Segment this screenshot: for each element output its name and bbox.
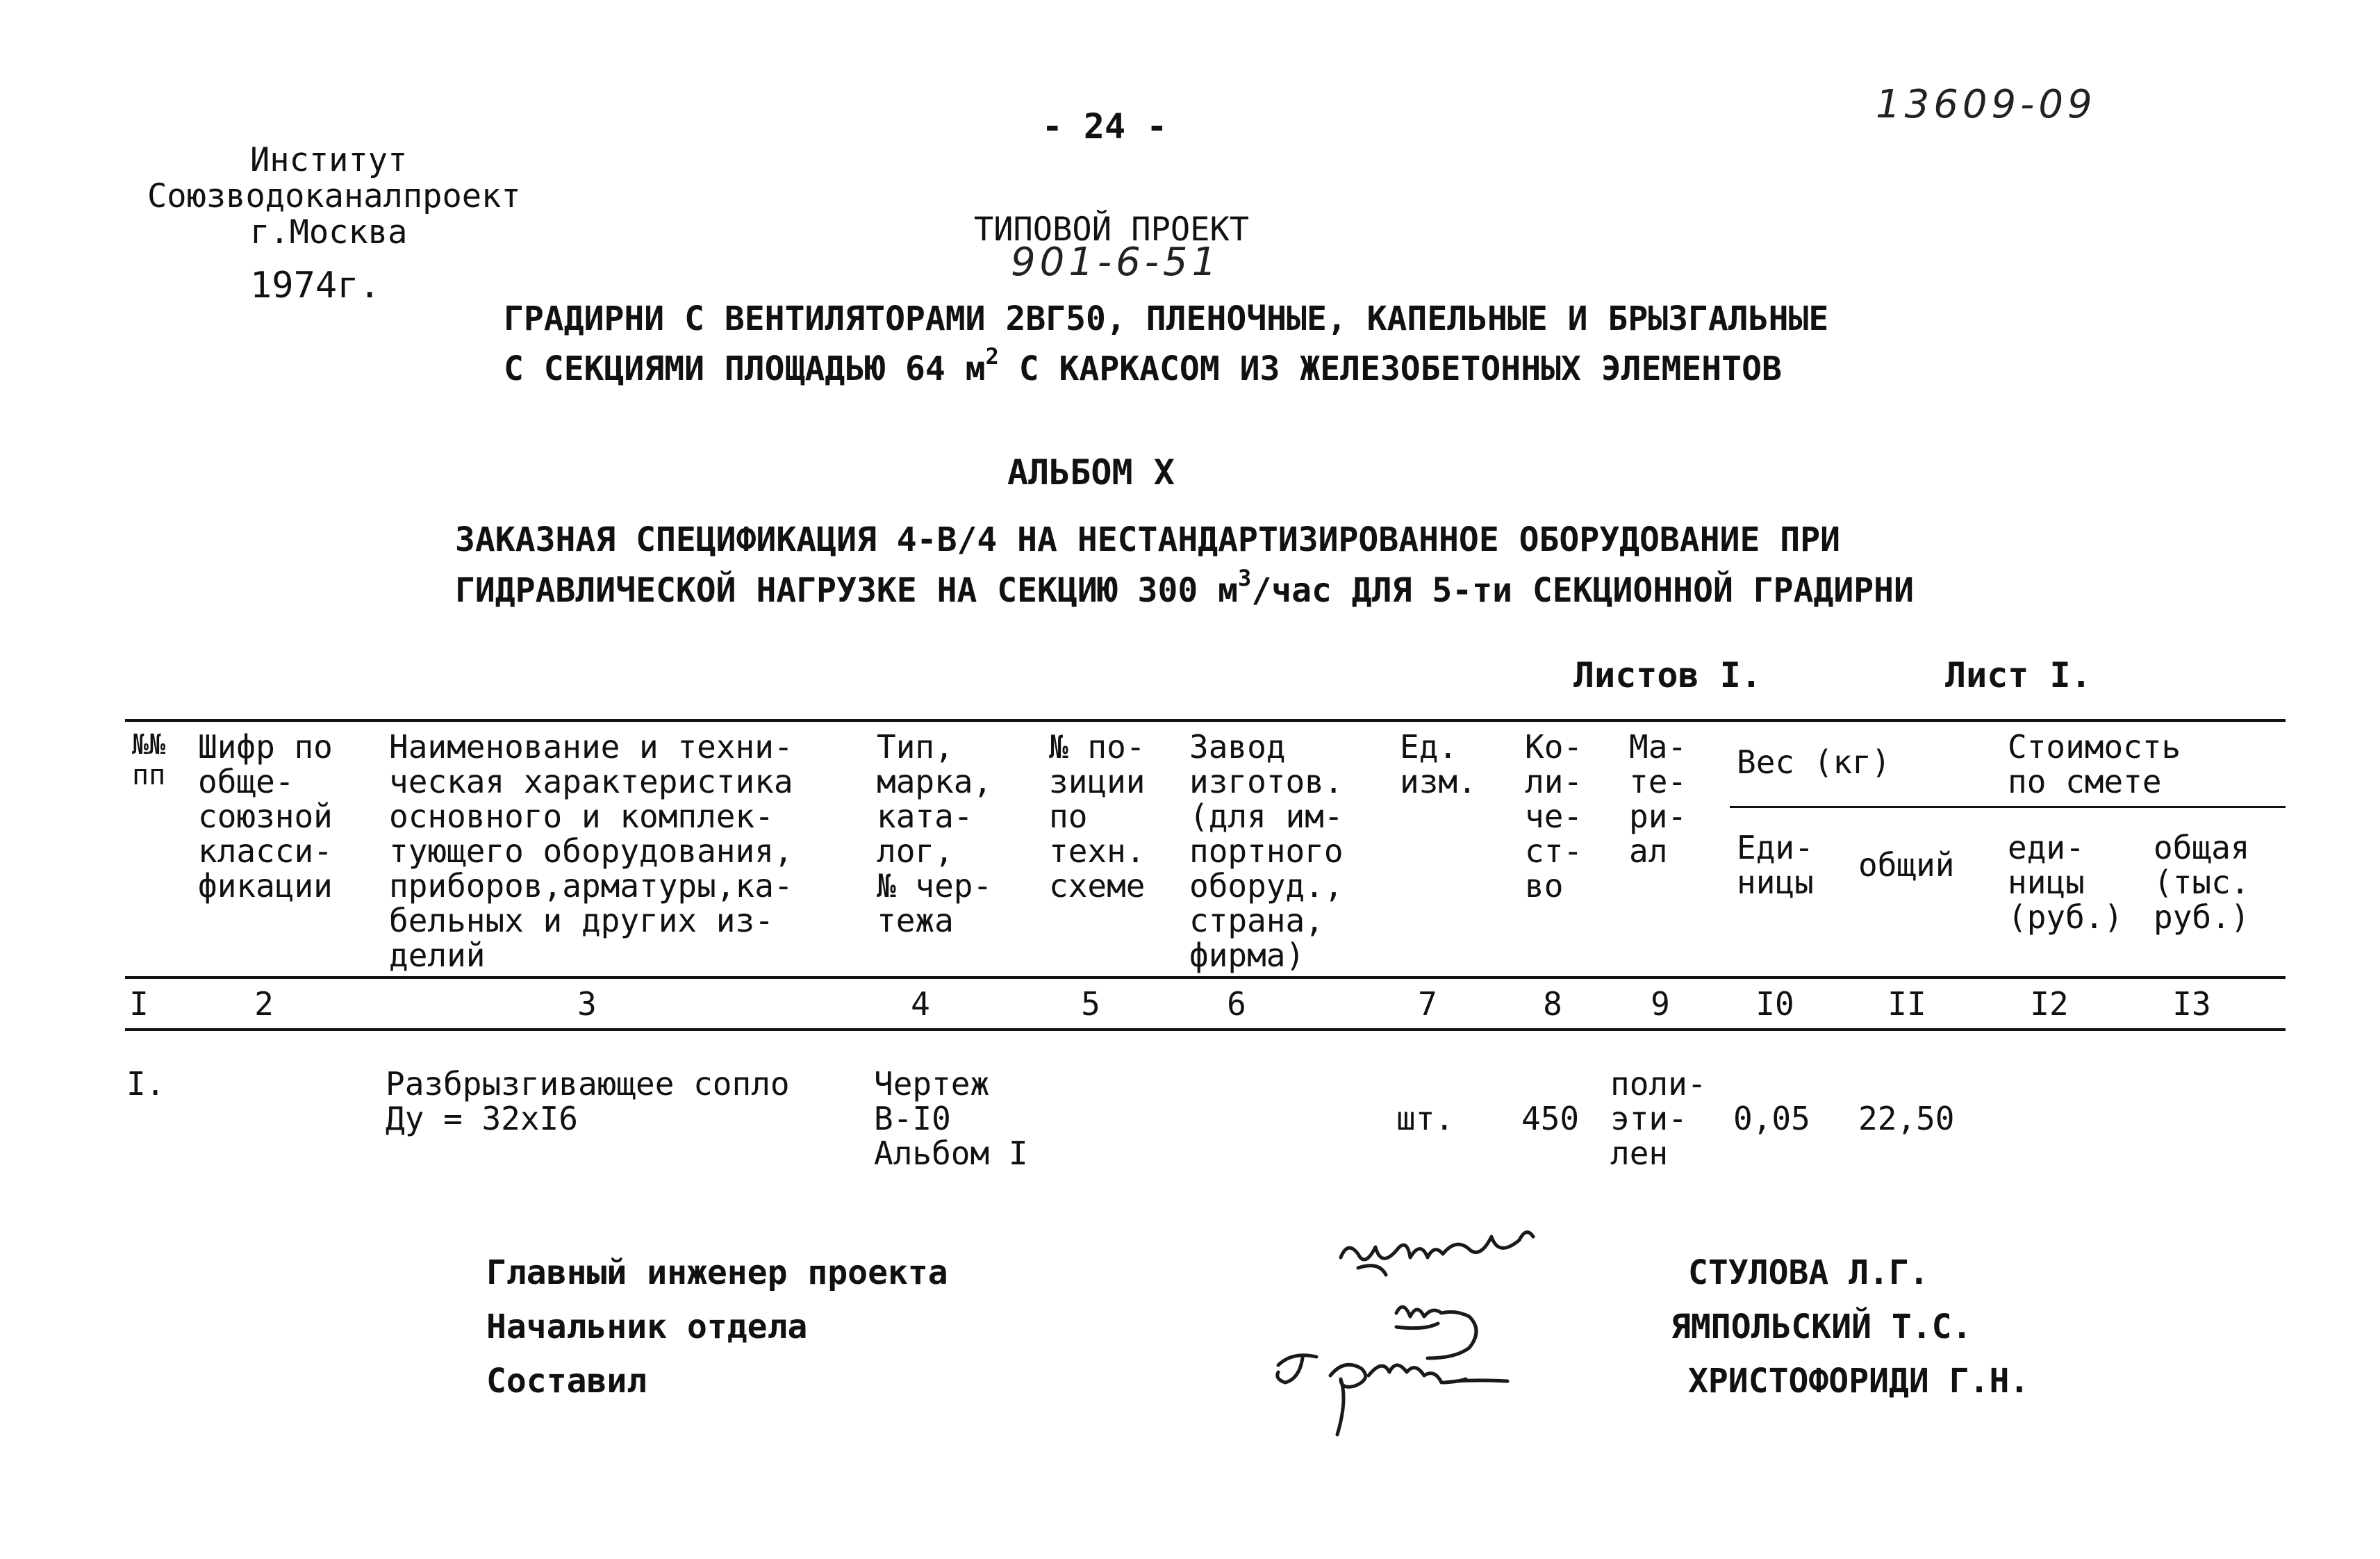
document-code: 13609-09 — [1876, 82, 2097, 127]
col-header-name: Наименование и техни- ческая характеристика основного и комплек- тующего оборудования, приборов,арматуры,ка- бельных и других из- делий — [389, 728, 793, 974]
title-line-2-superscript: 2 — [985, 343, 999, 370]
signature-role: Главный инженер проекта — [486, 1253, 948, 1292]
cell-quantity: 450 — [1521, 1100, 1580, 1137]
col-header-material: Ма- те- ри- ал — [1629, 728, 1687, 870]
cell-num: I. — [126, 1065, 165, 1103]
signature-stroke-2 — [1396, 1307, 1476, 1358]
signature-role: Начальник отдела — [486, 1308, 808, 1346]
col-number: 5 — [1081, 985, 1100, 1023]
col-number: I2 — [2030, 985, 2069, 1023]
table-top-rule — [125, 719, 2286, 722]
cell-weight-unit: 0,05 — [1733, 1100, 1810, 1137]
institute-line-2: Союзводоканалпроект — [147, 177, 521, 215]
group-header-rule — [1730, 806, 2286, 808]
institute-line-3: г.Москва — [250, 213, 408, 251]
header-bottom-rule — [125, 976, 2286, 979]
col-number: I3 — [2172, 985, 2211, 1023]
col-number: I0 — [1755, 985, 1794, 1023]
col-number: 9 — [1651, 985, 1670, 1023]
cell-material: поли- эти- лен — [1610, 1065, 1707, 1172]
col-number: 4 — [911, 985, 930, 1023]
cell-weight-total: 22,50 — [1858, 1100, 1955, 1137]
signature-name: ХРИСТОФОРИДИ Г.Н. — [1688, 1362, 2030, 1401]
signature-stroke-1 — [1341, 1232, 1533, 1275]
col-number: 6 — [1227, 985, 1246, 1023]
column-numbers-rule — [125, 1028, 2286, 1031]
project-type: ТИПОВОЙ ПРОЕКТ — [973, 211, 1250, 249]
year: 1974г. — [250, 265, 381, 306]
handwritten-signatures — [1237, 1209, 1626, 1445]
spec-line-2-part-1: ГИДРАВЛИЧЕСКОЙ НАГРУЗКЕ НА СЕКЦИЮ 300 м — [455, 571, 1239, 610]
col-header-cost-group: Стоимость по смете — [2008, 728, 2181, 800]
col-number: 8 — [1543, 985, 1562, 1023]
title-line-1: ГРАДИРНИ С ВЕНТИЛЯТОРАМИ 2ВГ50, ПЛЕНОЧНЫЕ, КАПЕЛЬНЫЕ И БРЫЗГАЛЬНЫЕ — [504, 299, 1829, 338]
col-header-weight-unit: Еди- ницы — [1737, 829, 1814, 901]
page-number: - 24 - — [1041, 106, 1168, 147]
title-line-2 — [504, 343, 1782, 391]
col-header-cost-unit: еди- ницы (руб.) — [2008, 829, 2124, 936]
album-title: АЛЬБОМ Х — [1007, 452, 1175, 493]
cell-name: Разбрызгивающее сопло Ду = 32хI6 — [386, 1065, 790, 1137]
sheets-total: Листов I. — [1573, 655, 1762, 695]
col-header-manufacturer: Завод изготов. (для им- портного оборуд., страна, фирма) — [1189, 728, 1344, 974]
spec-line-1: ЗАКАЗНАЯ СПЕЦИФИКАЦИЯ 4-В/4 НА НЕСТАНДАРТИЗИРОВАННОЕ ОБОРУДОВАНИЕ ПРИ — [455, 520, 1840, 559]
spec-line-2 — [455, 565, 1914, 613]
sheet-number: Лист I. — [1945, 655, 2092, 695]
col-number: 7 — [1418, 985, 1437, 1023]
col-header-quantity: Ко- ли- че- ст- во — [1525, 728, 1583, 905]
col-number: 3 — [577, 985, 597, 1023]
col-header-weight-group: Вес (кг) — [1737, 743, 1891, 781]
signature-name: СТУЛОВА Л.Г. — [1688, 1253, 1929, 1292]
col-header-cost-total: общая (тыс. руб.) — [2154, 829, 2250, 936]
cell-unit: шт. — [1396, 1100, 1455, 1137]
signature-role: Составил — [486, 1362, 647, 1401]
col-number: II — [1887, 985, 1926, 1023]
signature-stroke-3 — [1278, 1355, 1507, 1435]
col-header-position: № по- зиции по техн. схеме — [1049, 728, 1146, 905]
col-number: 2 — [254, 985, 274, 1023]
title-line-2-part-1: С СЕКЦИЯМИ ПЛОЩАДЬЮ 64 м — [504, 349, 986, 388]
institute-line-1: Институт — [250, 141, 408, 179]
col-header-num: №№ пп — [132, 729, 166, 791]
col-header-type: Тип, марка, ката- лог, № чер- тежа — [877, 728, 993, 939]
col-number: I — [129, 985, 149, 1023]
col-header-weight-total: общий — [1858, 846, 1955, 884]
signature-name: ЯМПОЛЬСКИЙ Т.С. — [1671, 1308, 1972, 1346]
title-line-2-part-2: С КАРКАСОМ ИЗ ЖЕЛЕЗОБЕТОННЫХ ЭЛЕМЕНТОВ — [998, 349, 1782, 388]
cell-type: Чертеж В-I0 Альбом I — [874, 1065, 1028, 1172]
spec-line-2-part-2: /час ДЛЯ 5-ти СЕКЦИОННОЙ ГРАДИРНИ — [1251, 571, 1914, 610]
project-number: 901-6-51 — [1011, 240, 1221, 285]
col-header-code: Шифр по обще- союзной класси- фикации — [198, 728, 333, 905]
spec-line-2-superscript: 3 — [1238, 565, 1252, 591]
col-header-unit: Ед. изм. — [1400, 728, 1477, 800]
